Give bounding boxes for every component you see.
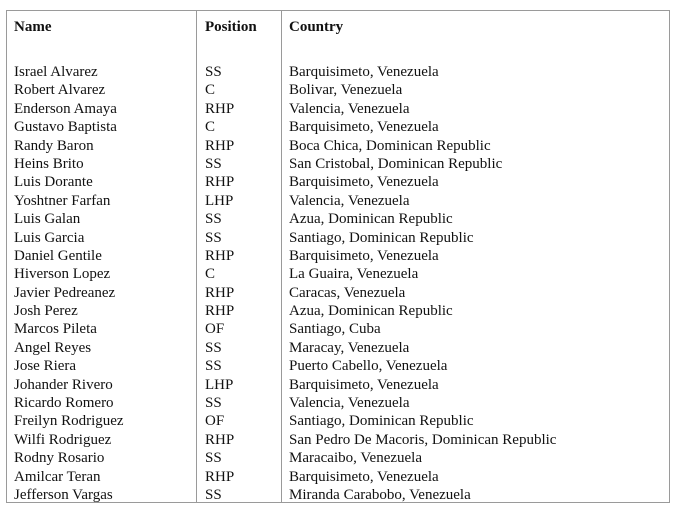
country-cell: Maracay, Venezuela [289,339,410,356]
position-cell: C [205,266,216,283]
country-header: Country [289,19,344,35]
country-cell: La Guaira, Venezuela [289,266,419,283]
name-cell: Gustavo Baptista [14,119,117,136]
country-cell: Santiago, Dominican Republic [289,413,474,430]
position-cell: RHP [205,174,235,191]
country-cell: Valencia, Venezuela [289,100,410,117]
name-cell: Rodny Rosario [14,450,105,467]
position-cell: SS [205,229,222,246]
name-cells [14,63,192,504]
position-cell: SS [205,450,222,467]
position-cell: OF [205,413,225,430]
position-cell: RHP [205,468,235,485]
name-cell: Randy Baron [14,137,94,154]
position-cell: LHP [205,192,234,209]
country-cell: Caracas, Venezuela [289,284,406,301]
name-cell: Luis Garcia [14,229,85,246]
position-cell: SS [205,486,222,503]
country-cell: San Pedro De Macoris, Dominican Republic [289,431,557,448]
country-cell: Boca Chica, Dominican Republic [289,137,491,154]
name-cell: Luis Dorante [14,174,93,191]
country-cell: Barquisimeto, Venezuela [289,376,439,393]
name-cell: Ricardo Romero [14,395,114,412]
name-cell: Jose Riera [14,358,77,375]
country-cell: Miranda Carabobo, Venezuela [289,486,471,503]
name-cell: Angel Reyes [14,339,92,356]
name-cell: Enderson Amaya [14,100,117,117]
position-cell: C [205,119,216,136]
position-cell: SS [205,64,222,80]
country-cell: Azua, Dominican Republic [289,211,453,228]
country-cell: Barquisimeto, Venezuela [289,247,439,264]
position-cell: RHP [205,247,235,264]
country-cell: Puerto Cabello, Venezuela [289,358,448,375]
position-header: Position [205,19,257,35]
country-cell: Barquisimeto, Venezuela [289,64,439,80]
position-cell: RHP [205,303,235,320]
name-cell: Luis Galan [14,211,81,228]
position-column [205,17,277,504]
position-cell: RHP [205,431,235,448]
country-cell: San Cristobal, Dominican Republic [289,155,503,172]
name-cell: Josh Perez [14,303,78,320]
country-cell: Santiago, Dominican Republic [289,229,474,246]
country-cell: Valencia, Venezuela [289,395,410,412]
country-cell: Bolivar, Venezuela [289,82,403,99]
country-cell: Santiago, Cuba [289,321,381,338]
position-cell: C [205,82,216,99]
position-cell: RHP [205,284,235,301]
name-cell: Marcos Pileta [14,321,97,338]
roster-table [6,10,670,503]
country-cell: Barquisimeto, Venezuela [289,468,439,485]
position-cell: OF [205,321,225,338]
position-cell: RHP [205,100,235,117]
name-cell: Wilfi Rodriguez [14,431,112,448]
country-cell: Maracaibo, Venezuela [289,450,422,467]
position-cell: SS [205,395,222,412]
name-cell: Heins Brito [14,155,84,172]
country-cell: Barquisimeto, Venezuela [289,119,439,136]
position-cell: LHP [205,376,234,393]
column-divider [196,11,197,502]
country-column [289,17,667,504]
country-cell: Barquisimeto, Venezuela [289,174,439,191]
name-cell: Robert Alvarez [14,82,106,99]
column-divider [281,11,282,502]
position-cell: RHP [205,137,235,154]
name-cell: Javier Pedreanez [14,284,116,301]
name-cell: Hiverson Lopez [14,266,111,283]
name-column [14,17,192,504]
position-cell: SS [205,211,222,228]
name-cell: Daniel Gentile [14,247,102,264]
position-cells [205,63,277,504]
position-cell: SS [205,339,222,356]
country-cell: Azua, Dominican Republic [289,303,453,320]
name-cell: Amilcar Teran [14,468,101,485]
name-cell: Johander Rivero [14,376,113,393]
name-header: Name [14,19,52,35]
position-cell: SS [205,358,222,375]
name-cell: Jefferson Vargas [14,486,113,503]
name-cell: Freilyn Rodriguez [14,413,124,430]
name-cell: Israel Alvarez [14,64,98,80]
country-cell: Valencia, Venezuela [289,192,410,209]
name-cell: Yoshtner Farfan [14,192,111,209]
country-cells [289,63,667,504]
position-cell: SS [205,155,222,172]
